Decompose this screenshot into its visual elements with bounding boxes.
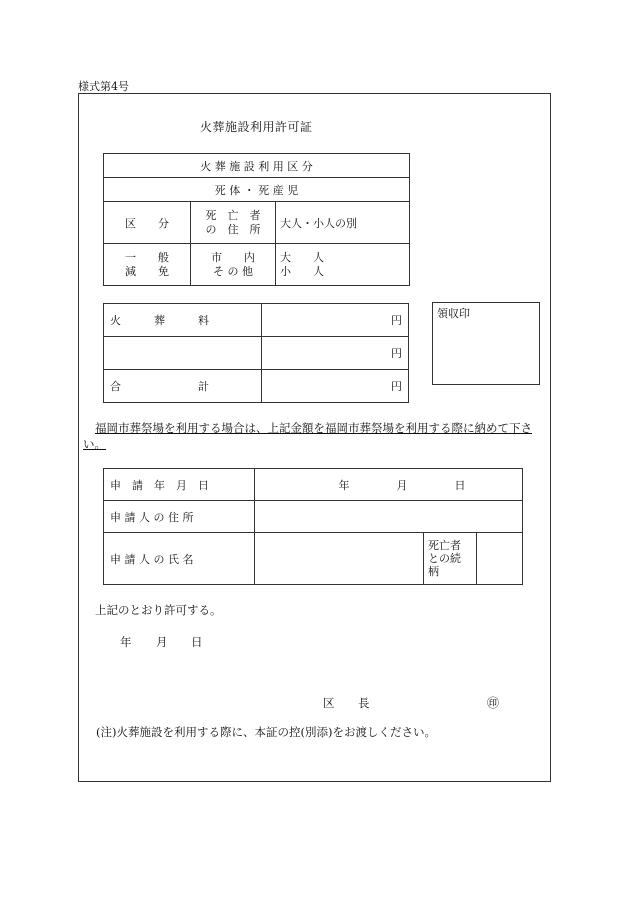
page-title: 火葬施設利用許可証 [200, 120, 313, 134]
relation-field[interactable] [477, 533, 523, 585]
applicant-address-field[interactable] [255, 501, 523, 533]
ward-chief-label: 区 長 [323, 696, 376, 710]
seal-mark: ㊞ [487, 696, 500, 710]
date-year: 年 [338, 478, 350, 492]
payment-note: 福岡市葬祭場を利用する場合は、上記金額を福岡市葬祭場を利用する際に納めて下さい。 [83, 421, 532, 451]
category-options[interactable] [104, 244, 191, 286]
relation-label-line3: 柄 [428, 565, 439, 578]
relation-label [424, 533, 477, 585]
applicant-table [103, 468, 523, 585]
option-child: 小 人 [280, 264, 324, 278]
date-month: 月 [396, 478, 408, 492]
deceased-address-header [191, 202, 276, 244]
application-date-label: 申 請 年 月 日 [104, 469, 255, 501]
relation-label-line1: 死亡者 [428, 539, 461, 552]
date-day: 日 [454, 478, 466, 492]
deceased-address-header-line2: の 住 所 [205, 222, 261, 236]
relation-label-line2: との続 [428, 552, 461, 565]
applicant-address-label: 申 請 人 の 住 所 [104, 501, 255, 533]
option-reduced: 減 免 [125, 264, 169, 278]
applicant-name-field[interactable] [255, 533, 424, 585]
usage-table-subheader: 死 体 ・ 死 産 児 [104, 178, 410, 202]
option-adult: 大 人 [280, 250, 324, 264]
applicant-name-label: 申 請 人 の 氏 名 [104, 533, 255, 585]
option-in-city: 市 内 [211, 250, 255, 264]
category-header: 区 分 [104, 202, 191, 244]
total-amount[interactable]: 円 [262, 370, 409, 403]
adult-child-options[interactable] [276, 244, 410, 286]
permit-date-year: 年 [120, 635, 132, 649]
receipt-stamp-box: 領収印 [432, 302, 540, 385]
option-other: そ の 他 [213, 264, 253, 278]
adult-child-header: 大人・小人の別 [276, 202, 410, 244]
permit-date-day: 日 [191, 635, 203, 649]
footnote: (注)火葬施設を利用する際に、本証の控(別添)をお渡しください。 [96, 725, 436, 739]
form-number: 様式第4号 [78, 80, 129, 93]
deceased-address-header-line1: 死 亡 者 [205, 208, 261, 222]
extra-fee-label[interactable] [104, 337, 262, 370]
usage-table-header: 火 葬 施 設 利 用 区 分 [104, 154, 410, 178]
usage-category-table [103, 153, 410, 286]
address-options[interactable] [191, 244, 276, 286]
total-label: 合 計 [104, 370, 262, 403]
extra-fee-amount[interactable]: 円 [262, 337, 409, 370]
cremation-fee-label: 火 葬 料 [104, 304, 262, 337]
option-general: 一 般 [125, 250, 169, 264]
fee-table [103, 303, 409, 403]
permit-date-month: 月 [156, 635, 168, 649]
application-date-field[interactable] [255, 469, 523, 501]
cremation-fee-amount[interactable]: 円 [262, 304, 409, 337]
permit-text: 上記のとおり許可する。 [95, 603, 222, 617]
